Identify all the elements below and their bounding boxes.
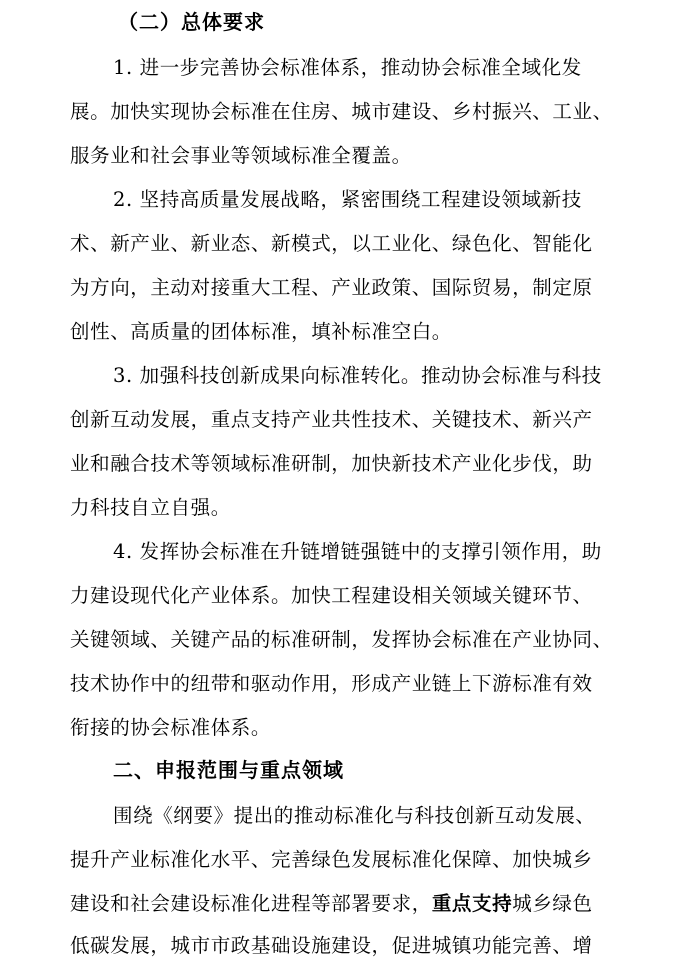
paragraph-1-line-3: 服务业和社会事业等领域标准全覆盖。 — [70, 144, 412, 167]
paragraph-3-line-2: 创新互动发展，重点支持产业共性技术、关键技术、新兴产 — [70, 408, 593, 431]
paragraph-3-line-4: 力科技自立自强。 — [70, 496, 231, 519]
section-heading-scope-and-key-areas: 二、申报范围与重点领域 — [113, 758, 344, 782]
paragraph-2-line-1: 2. 坚持高质量发展战略，紧密围绕工程建设领域新技 — [113, 188, 582, 211]
paragraph-2-line-4: 创性、高质量的团体标准，填补标准空白。 — [70, 320, 452, 343]
paragraph-4-line-1: 4. 发挥协会标准在升链增链强链中的支撑引领作用，助 — [113, 540, 602, 563]
paragraph-4-line-2: 力建设现代化产业体系。加快工程建设相关领域关键环节、 — [70, 584, 593, 607]
section-heading-overall-requirements: （二）总体要求 — [118, 10, 265, 34]
key-support-emphasis: 重点支持 — [431, 892, 513, 915]
paragraph-4-line-4: 技术协作中的纽带和驱动作用，形成产业链上下游标准有效 — [70, 672, 593, 695]
paragraph-5-line-3-text-a: 建设和社会建设标准化进程等部署要求， — [70, 892, 432, 915]
paragraph-4-line-5: 衔接的协会标准体系。 — [70, 716, 272, 739]
paragraph-2-line-2: 术、新产业、新业态、新模式，以工业化、绿色化、智能化 — [70, 232, 593, 255]
paragraph-5-line-1: 围绕《纲要》提出的推动标准化与科技创新互动发展、 — [113, 804, 596, 827]
paragraph-5-line-3 — [70, 888, 593, 916]
paragraph-5-line-2: 提升产业标准化水平、完善绿色发展标准化保障、加快城乡 — [70, 848, 593, 871]
paragraph-2-line-3: 为方向，主动对接重大工程、产业政策、国际贸易，制定原 — [70, 276, 593, 299]
paragraph-5-line-4: 低碳发展，城市市政基础设施建设，促进城镇功能完善、增 — [70, 934, 593, 957]
paragraph-4-line-3: 关键领域、关键产品的标准研制，发挥协会标准在产业协同、 — [70, 628, 613, 651]
paragraph-1-line-2: 展。加快实现协会标准在住房、城市建设、乡村振兴、工业、 — [70, 100, 613, 123]
paragraph-3-line-3: 业和融合技术等领域标准研制，加快新技术产业化步伐，助 — [70, 452, 593, 475]
paragraph-5-line-3-text-c: 城乡绿色 — [512, 892, 593, 915]
paragraph-1-line-1: 1. 进一步完善协会标准体系，推动协会标准全域化发 — [113, 56, 582, 79]
paragraph-3-line-1: 3. 加强科技创新成果向标准转化。推动协会标准与科技 — [113, 364, 602, 387]
